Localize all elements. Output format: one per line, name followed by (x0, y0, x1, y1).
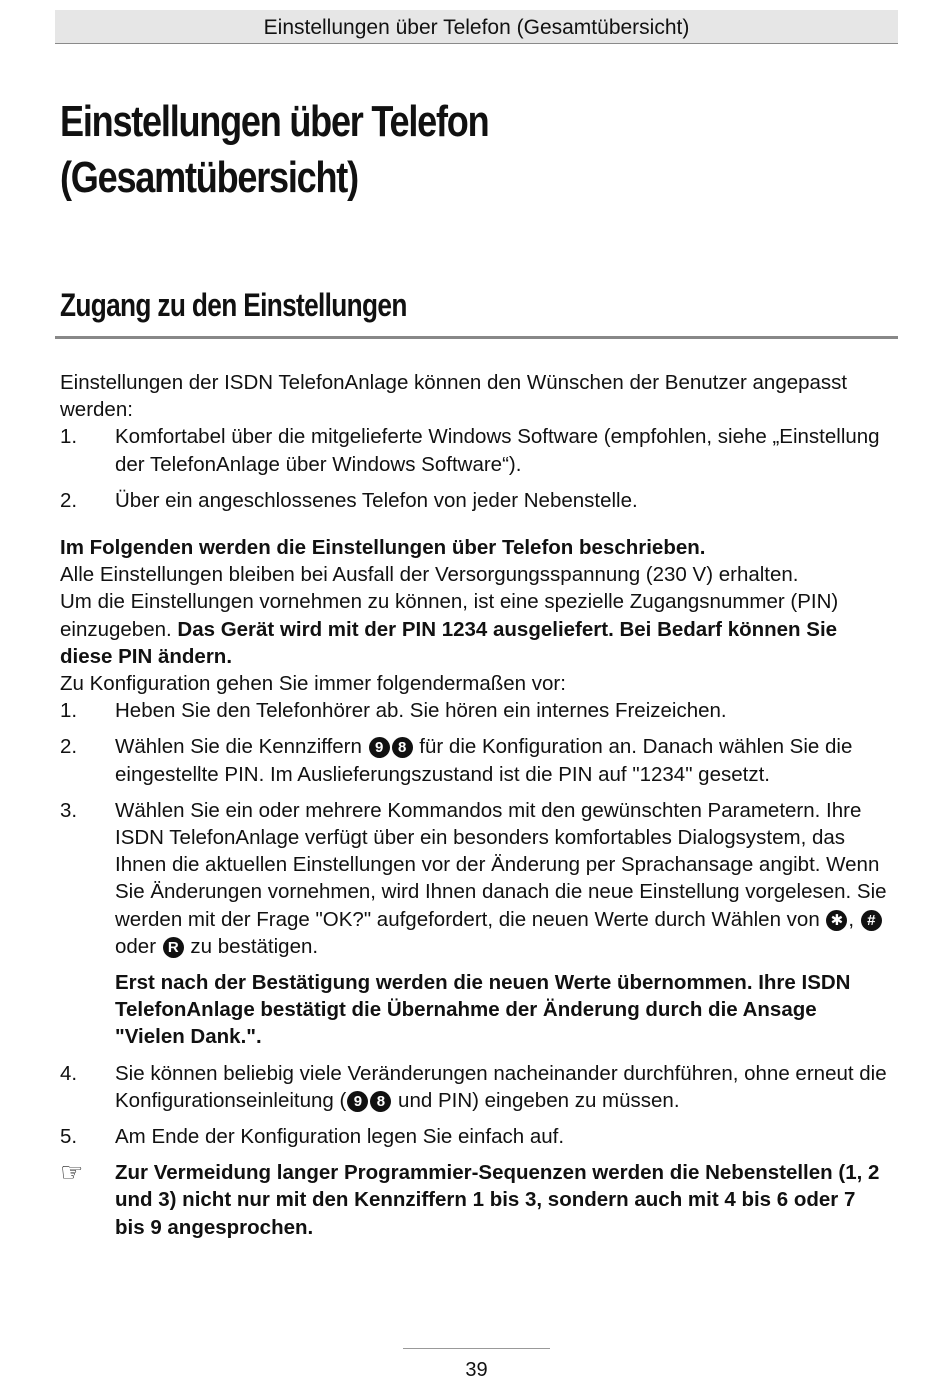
procedure-intro: Zu Konfiguration gehen Sie immer folgendermaßen vor: (60, 672, 566, 696)
intro-paragraph: Einstellungen der ISDN TelefonAnlage können den Wünschen der Benutzer angepasst werden: (60, 371, 848, 422)
list-item: 2. Über ein angeschlossenes Telefon von jeder Nebenstelle. (60, 488, 638, 512)
step-4: 4. Sie können beliebig viele Veränderungen nacheinander durchführen, ohne erneut die Konfigurationseinleitung ( 9 8 und PIN) eingeben zu müssen. (60, 1061, 887, 1112)
page-title-line2: (Gesamtübersicht) (60, 153, 358, 202)
pointing-hand-icon: ☞ (60, 1157, 84, 1188)
retain-paragraph: Alle Einstellungen bleiben bei Ausfall der Versorgungsspannung (230 V) erhalten. (60, 563, 799, 587)
body-content (60, 369, 890, 1241)
page-number: 39 (465, 1359, 488, 1381)
bold-intro: Im Folgenden werden die Einstellungen über Telefon beschrieben. (60, 536, 706, 560)
step-1: 1. Heben Sie den Telefonhörer ab. Sie hören ein internes Freizeichen. (60, 699, 727, 723)
running-header: Einstellungen über Telefon (Gesamtübersicht) (55, 10, 898, 44)
key-9-icon: 9 (347, 1091, 368, 1112)
page-title-line1: Einstellungen über Telefon (60, 97, 489, 146)
key-8-icon: 8 (370, 1091, 391, 1112)
key-8-icon: 8 (392, 737, 413, 758)
key-hash-icon: # (861, 910, 882, 931)
hint-note (60, 1159, 890, 1241)
section-divider (55, 336, 898, 339)
confirmation-note: Erst nach der Bestätigung werden die neuen Werte übernommen. Ihre ISDN TelefonAnlage bestätigt die Übernahme der Änderung durch die Ansage "Vielen Dank.". (115, 971, 851, 1049)
pin-paragraph: Um die Einstellungen vornehmen zu können, ist eine spezielle Zugangsnummer (PIN) einzugeben. Das Gerät wird mit der PIN 1234 ausgeliefert. Bei Bedarf können Sie diese PIN ändern. (60, 590, 839, 668)
hint-text: Zur Vermeidung langer Programmier-Sequenzen werden die Nebenstellen (1, 2 und 3) nicht nur mit den Kennziffern 1 bis 3, sondern auch mit 4 bis 6 oder 7 bis 9 angesprochen. (115, 1161, 880, 1239)
page-title (60, 94, 749, 206)
step-5: 5. Am Ende der Konfiguration legen Sie einfach auf. (60, 1125, 565, 1149)
key-star-icon: ✱ (826, 910, 847, 931)
key-r-icon: R (163, 937, 184, 958)
step-2: 2. Wählen Sie die Kennziffern 9 8 für die Konfiguration an. Danach wählen Sie die eingestellte PIN. Im Auslieferungszustand ist die PIN auf "1234" gesetzt. (60, 735, 853, 786)
step-3: 3. Wählen Sie ein oder mehrere Kommandos mit den gewünschten Parametern. Ihre ISDN TelefonAnlage verfügt über ein besonders komfortables Dialogsystem, das Ihnen die aktuellen Einstellungen vor der Änderung per Sprachansage angibt. Wenn Sie Änderungen vornehmen, wird Ihnen danach die neue Einstellung vorgelesen. Sie werden mit der Frage "OK?" aufgefordert, die neuen Werte durch Wählen von ✱ , # oder R zu bestätigen. Erst nach der Bestätigung werden die neuen Werte übernommen. Ihre ISDN TelefonAnlage bestätigt die Übernahme der Änderung durch die Ansage "Vielen Dank.". (60, 797, 890, 1051)
key-9-icon: 9 (369, 737, 390, 758)
list-item: 1. Komfortabel über die mitgelieferte Windows Software (empfohlen, siehe „Einstellung der TelefonAnlage über Windows Software“). (60, 425, 880, 476)
footer-divider (403, 1348, 550, 1349)
section-title: Zugang zu den Einstellungen (60, 287, 407, 323)
